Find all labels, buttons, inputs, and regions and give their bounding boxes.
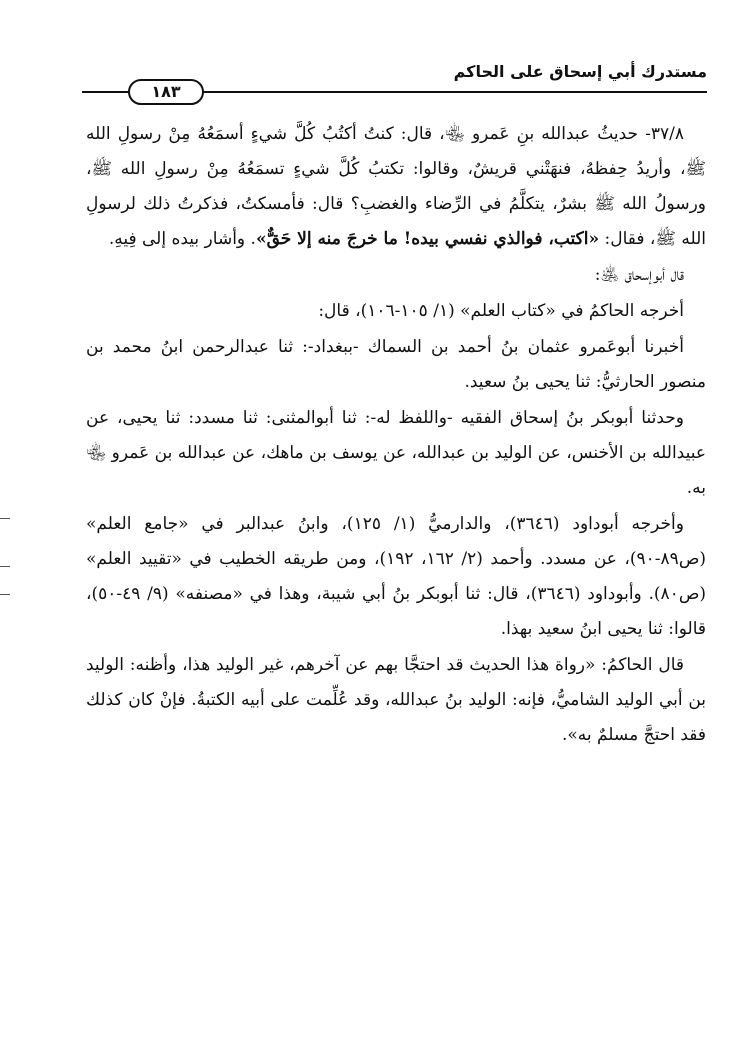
hadith-text: ٣٧/٨- حديثُ عبدالله بنِ عَمرو ﵄، قال: كنتُ أكتُبُ كُلَّ شيءٍ أسمَعُهُ مِنْ رسولِ الله ﷺ، وأريدُ حِفظهُ، فنهَتْني قريشٌ، وقالوا: تكتبُ كُلَّ شيءٍ تسمَعُهُ مِنْ رسولِ الله ﷺ، ورسولُ الله ﷺ بشرٌ، يتكلَّمُ في الرِّضاء والغضبِ؟ قال: فأمسكتُ، فذكرتُ ذلك لرسولِ الله ﷺ، فقال: <box>86 124 706 249</box>
running-title: مستدرك أبي إسحاق على الحاكم <box>453 62 707 81</box>
isnad-paragraph: وحدثنا أبوبكر بنُ إسحاق الفقيه -واللفظ له-: ثنا أبوالمثنى: ثنا مسدد: ثنا يحيى، عن عبيدالله بن الأخنس، عن الوليد بن عبدالله، عن يوسف بن ماهك، عن عبدالله بن عَمرو ﵄ به. <box>86 408 706 498</box>
hadith-tail: . وأشار بيده إلى فِيهِ. <box>108 229 256 249</box>
margin-mark <box>0 566 10 567</box>
page-header <box>82 56 707 100</box>
page-number: ١٨٣ <box>128 79 204 105</box>
hakim-comment-paragraph: قال الحاكمُ: «رواة هذا الحديث قد احتجَّا بهم عن آخرهم، غير الوليد هذا، وأظنه: الوليد بن أبي الوليد الشاميُّ، فإنه: الوليد بنُ عبدالله، وقد عُلِّمت على أبيه الكتبةُ. فإنْ كان كذلك فقد احتجَّ مسلمٌ به». <box>86 655 706 745</box>
margin-mark <box>0 594 10 595</box>
takhrij-paragraph: أخرجه الحاكمُ في «كتاب العلم» (١/ ١٠٥-١٠٦)، قال: <box>318 301 684 321</box>
margin-mark <box>0 518 10 519</box>
isnad-paragraph: أخبرنا أبوعَمرو عثمان بنُ أحمد بن السماك -ببغداد-: ثنا عبدالرحمن ابنُ محمد بن منصور الحارثيُّ: ثنا يحيى بنُ سعيد. <box>86 337 706 392</box>
hadith-paragraph <box>86 117 706 257</box>
takhrij-paragraph: وأخرجه أبوداود (٣٦٤٦)، والدارميُّ (١/ ١٢٥)، وابنُ عبدالبر في «جامع العلم» (ص٨٩-٩٠)، عن مسدد. وأحمد (٢/ ١٦٢، ١٩٢)، ومن طريقه الخطيب في «تقييد العلم» (ص٨٠). وأبوداود (٣٦٤٦)، قال: ثنا أبوبكر بنُ أبي شيبة، وهذا في «مصنفه» (٩/ ٤٩-٥٠)، قالوا: ثنا يحيى ابنُ سعيد بهذا. <box>86 514 706 639</box>
body-text <box>86 117 706 753</box>
prophet-quote: «اكتب، فوالذي نفسي بيده! ما خرجَ منه إلا حَقٌّ» <box>255 229 600 249</box>
author-heading: قال أبوإسحاق ﵁: <box>594 265 684 285</box>
